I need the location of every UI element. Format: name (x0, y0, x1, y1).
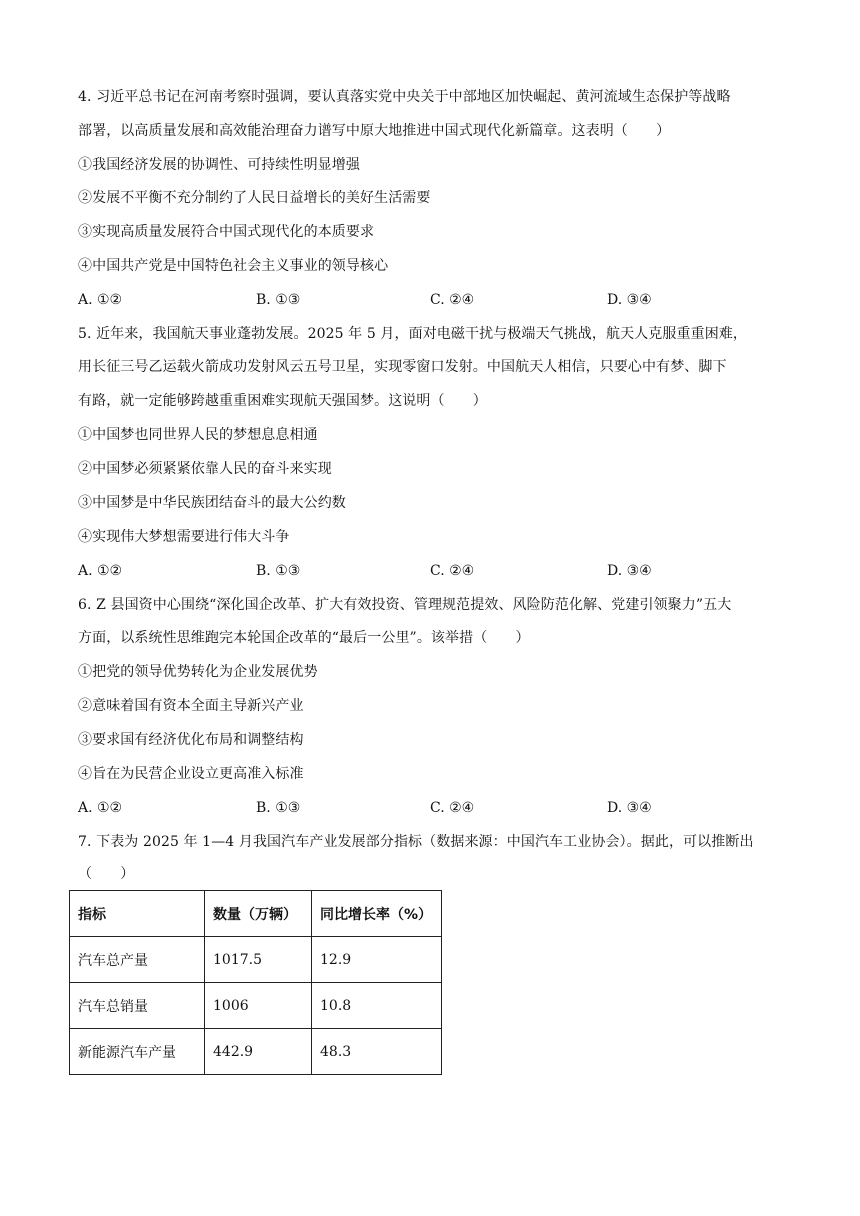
q6-item-2: ②意味着国有资本全面主导新兴产业 (78, 698, 304, 714)
q4-item-3: ③实现高质量发展符合中国式现代化的本质要求 (78, 224, 375, 240)
q4-item-1: ①我国经济发展的协调性、可持续性明显增强 (78, 157, 360, 173)
q5-item-1: ①中国梦也同世界人民的梦想息息相通 (78, 427, 318, 443)
q4-option-b[interactable]: B. ①③ (256, 292, 301, 308)
q6-stem-line-2: 方面，以系统性思维跑完本轮国企改革的“最后一公里”。该举措（ ） (78, 630, 530, 646)
q6-stem-line-1: 6. Z 县国资中心围绕“深化国企改革、扩大有效投资、管理规范提效、风险防范化解、党建引领聚力”五大 (78, 597, 732, 613)
table-row (70, 1029, 442, 1075)
q6-option-c[interactable]: C. ②④ (430, 800, 475, 816)
table-cell: 1017.5 (205, 937, 312, 983)
q5-item-3: ③中国梦是中华民族团结奋斗的最大公约数 (78, 495, 346, 511)
table-cell: 10.8 (312, 983, 442, 1029)
table-row (70, 983, 442, 1029)
table-header-row (70, 891, 442, 937)
q6-item-4: ④旨在为民营企业设立更高准入标准 (78, 766, 304, 782)
q4-item-4: ④中国共产党是中国特色社会主义事业的领导核心 (78, 258, 389, 274)
q7-stem-line-2: （ ） (78, 866, 135, 882)
table-cell: 48.3 (312, 1029, 442, 1075)
q5-option-b[interactable]: B. ①③ (256, 563, 301, 579)
table-row (70, 937, 442, 983)
q5-option-c[interactable]: C. ②④ (430, 563, 475, 579)
q5-stem-line-1: 5. 近年来，我国航天事业蓬勃发展。2025 年 5 月，面对电磁干扰与极端天气挑战，航天人克服重重困难， (78, 326, 747, 342)
q6-item-3: ③要求国有经济优化布局和调整结构 (78, 732, 304, 748)
q4-option-a[interactable]: A. ①② (78, 292, 123, 308)
table-header-cell: 同比增长率（%） (312, 891, 442, 937)
q6-option-b[interactable]: B. ①③ (256, 800, 301, 816)
table-cell: 1006 (205, 983, 312, 1029)
table-header-cell: 指标 (70, 891, 205, 937)
auto-industry-table (69, 890, 442, 1075)
q5-stem-line-2: 用长征三号乙运载火箭成功发射风云五号卫星，实现零窗口发射。中国航天人相信，只要心中有梦、脚下 (78, 359, 727, 375)
q4-item-2: ②发展不平衡不充分制约了人民日益增长的美好生活需要 (78, 190, 431, 206)
table-cell: 12.9 (312, 937, 442, 983)
q5-option-a[interactable]: A. ①② (78, 563, 123, 579)
table-cell: 汽车总产量 (70, 937, 205, 983)
q5-item-4: ④实现伟大梦想需要进行伟大斗争 (78, 529, 290, 545)
table-cell: 汽车总销量 (70, 983, 205, 1029)
q6-item-1: ①把党的领导优势转化为企业发展优势 (78, 664, 318, 680)
table-cell: 442.9 (205, 1029, 312, 1075)
q4-option-d[interactable]: D. ③④ (607, 292, 652, 308)
q5-stem-line-3: 有路，就一定能够跨越重重困难实现航天强国梦。这说明（ ） (78, 393, 487, 409)
q6-option-d[interactable]: D. ③④ (607, 800, 652, 816)
table-cell: 新能源汽车产量 (70, 1029, 205, 1075)
q6-option-a[interactable]: A. ①② (78, 800, 123, 816)
q5-item-2: ②中国梦必须紧紧依靠人民的奋斗来实现 (78, 461, 332, 477)
q5-option-d[interactable]: D. ③④ (607, 563, 652, 579)
q4-option-c[interactable]: C. ②④ (430, 292, 475, 308)
q4-stem-line-1: 4. 习近平总书记在河南考察时强调，要认真落实党中央关于中部地区加快崛起、黄河流域生态保护等战略 (78, 89, 731, 105)
q4-stem-line-2: 部署，以高质量发展和高效能治理奋力谱写中原大地推进中国式现代化新篇章。这表明（ ） (78, 123, 671, 139)
table-header-cell: 数量（万辆） (205, 891, 312, 937)
q7-stem-line-1: 7. 下表为 2025 年 1—4 月我国汽车产业发展部分指标（数据来源：中国汽车工业协会）。据此，可以推断出 (78, 834, 754, 850)
